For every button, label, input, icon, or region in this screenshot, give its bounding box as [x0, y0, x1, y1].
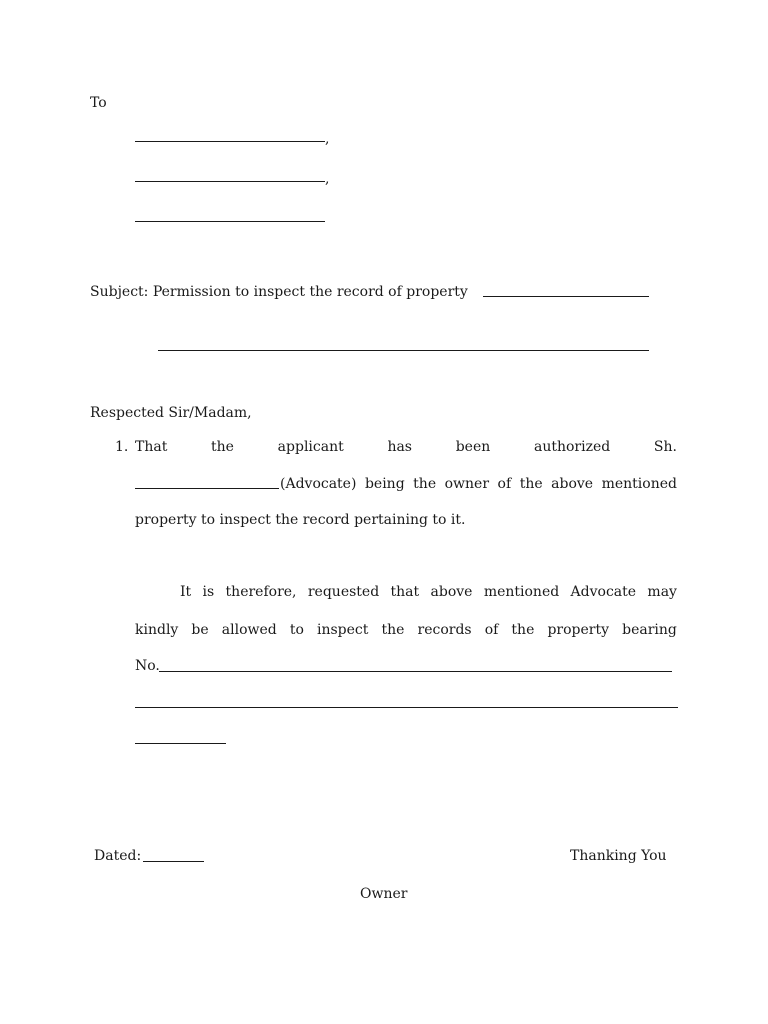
- para-word: to: [289, 622, 304, 638]
- item-word: the: [413, 476, 437, 492]
- subject-label: Subject:: [90, 284, 149, 300]
- item-line-3: property to inspect the record pertaining to it.: [135, 512, 466, 528]
- subject-property-blank: [483, 296, 649, 297]
- para-word: records: [417, 622, 472, 638]
- address-line-1-comma: ,: [325, 131, 330, 147]
- property-number-blank-1: [159, 671, 672, 672]
- property-number-blank-3: [135, 743, 226, 744]
- item-word: mentioned: [601, 476, 677, 492]
- address-line-3-blank: [135, 221, 325, 222]
- para-word: may: [647, 584, 677, 600]
- para-word: kindly: [135, 622, 179, 638]
- para-word: the: [381, 622, 405, 638]
- advocate-name-blank: [135, 488, 279, 489]
- para-word: allowed: [221, 622, 277, 638]
- item-word: above: [551, 476, 594, 492]
- property-number-blank-2: [135, 707, 678, 708]
- para-word: the: [511, 622, 535, 638]
- paragraph-line-1: [180, 583, 677, 601]
- item-word: (Advocate): [280, 476, 357, 492]
- item-word: being: [364, 476, 405, 492]
- to-label: To: [90, 95, 107, 111]
- para-word: inspect: [316, 622, 369, 638]
- item-word: authorized: [533, 439, 611, 455]
- item-line-1: [135, 438, 677, 456]
- para-word: of: [484, 622, 499, 638]
- subject-text: Permission to inspect the record of property: [152, 284, 468, 300]
- salutation: Respected Sir/Madam,: [90, 405, 252, 421]
- item-word: owner: [444, 476, 490, 492]
- para-word: above: [430, 584, 473, 600]
- item-line-2: [280, 475, 677, 493]
- para-word: Advocate: [570, 584, 637, 600]
- para-word: bearing: [622, 622, 677, 638]
- para-word: It: [180, 584, 192, 600]
- item-word: has: [387, 439, 412, 455]
- subject-continuation-blank: [158, 350, 649, 351]
- subject-line: [90, 283, 468, 301]
- para-word: requested: [307, 584, 380, 600]
- para-word: is: [202, 584, 215, 600]
- address-line-1-blank: [135, 141, 325, 142]
- para-word: therefore,: [225, 584, 297, 600]
- item-word: the: [211, 439, 234, 455]
- para-word: that: [390, 584, 420, 600]
- date-blank: [143, 861, 204, 862]
- para-word: be: [191, 622, 209, 638]
- dated-label: Dated:: [94, 848, 142, 864]
- item-word: That: [135, 439, 168, 455]
- item-word: of: [497, 476, 512, 492]
- paragraph-line-2: [135, 621, 677, 639]
- item-word: been: [455, 439, 491, 455]
- address-line-2-blank: [135, 181, 325, 182]
- item-word: the: [519, 476, 543, 492]
- closing-text: Thanking You: [570, 848, 667, 864]
- item-number: 1.: [115, 439, 129, 455]
- para-word: property: [547, 622, 610, 638]
- address-line-2-comma: ,: [325, 171, 330, 187]
- item-word: applicant: [277, 439, 344, 455]
- signatory-label: Owner: [360, 886, 408, 902]
- property-number-label: No.: [135, 658, 160, 674]
- para-word: mentioned: [483, 584, 560, 600]
- item-word: Sh.: [653, 439, 677, 455]
